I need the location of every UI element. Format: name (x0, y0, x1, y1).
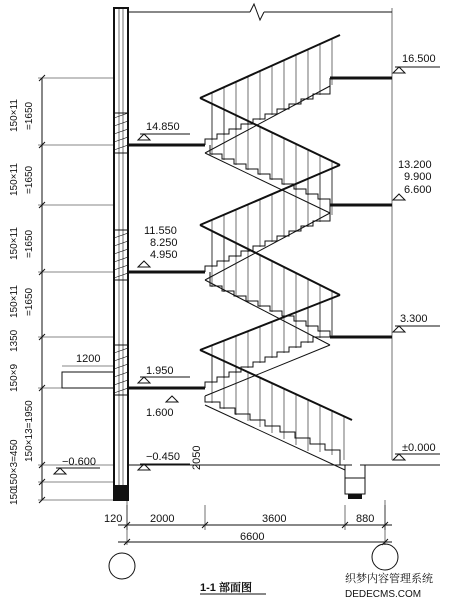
ledge-1200 (62, 366, 114, 388)
watermark-line1: 织梦内容管理系统 (345, 573, 433, 585)
dim-2000: 2000 (150, 513, 175, 525)
elev-13200: 13.200 (398, 159, 432, 171)
elev-1950: 1.950 (146, 365, 174, 377)
elev-0000: ±0.000 (402, 442, 436, 454)
foundation (345, 465, 365, 499)
left-dim-1: 150×11 (9, 99, 20, 132)
left-dim-3: 150×11 (9, 227, 20, 260)
elev-4950: 4.950 (150, 249, 178, 261)
dim-1200: 1200 (76, 353, 101, 365)
left-dim-7: 150×3=450 (9, 439, 20, 490)
left-dim-5: 150×9 (9, 363, 20, 392)
watermark-line2: DEDECMS.COM (345, 589, 422, 600)
drawing-title: 1-1 部面图 (200, 582, 252, 594)
elev-8250: 8.250 (150, 237, 178, 249)
dim-6600: 6600 (240, 531, 265, 543)
elev-11550: 11.550 (144, 225, 177, 237)
elev-m0450: −0.450 (146, 451, 180, 463)
left-dim-5a: 1350 (9, 329, 20, 352)
left-wall (114, 8, 128, 500)
left-dim-3b: =1650 (24, 229, 35, 258)
elev-m0600: −0.600 (62, 456, 96, 468)
elev-3300: 3.300 (400, 313, 428, 325)
handrails (200, 35, 352, 460)
elev-6600: 6.600 (404, 184, 432, 196)
dim-3600: 3600 (262, 513, 287, 525)
left-dim-6: 150×13=1950 (24, 400, 35, 462)
left-dim-4: 150×11 (9, 285, 20, 318)
left-dim-1b: =1650 (24, 101, 35, 130)
elevation-markers (54, 67, 440, 474)
left-dim-2: 150×11 (9, 163, 20, 196)
left-dim-2b: =1650 (24, 165, 35, 194)
elev-1600: 1.600 (146, 407, 174, 419)
dim-880: 880 (356, 513, 375, 525)
left-dimension-chain (38, 75, 113, 503)
elev-16500: 16.500 (402, 53, 436, 65)
left-dim-8: 150 (9, 488, 20, 505)
elev-9900: 9.900 (404, 171, 432, 183)
dim-2050: 2050 (191, 445, 203, 470)
stair-flights (205, 78, 352, 470)
elev-14850: 14.850 (146, 121, 180, 133)
left-dim-4b: =1650 (24, 287, 35, 316)
dim-120: 120 (104, 513, 123, 525)
